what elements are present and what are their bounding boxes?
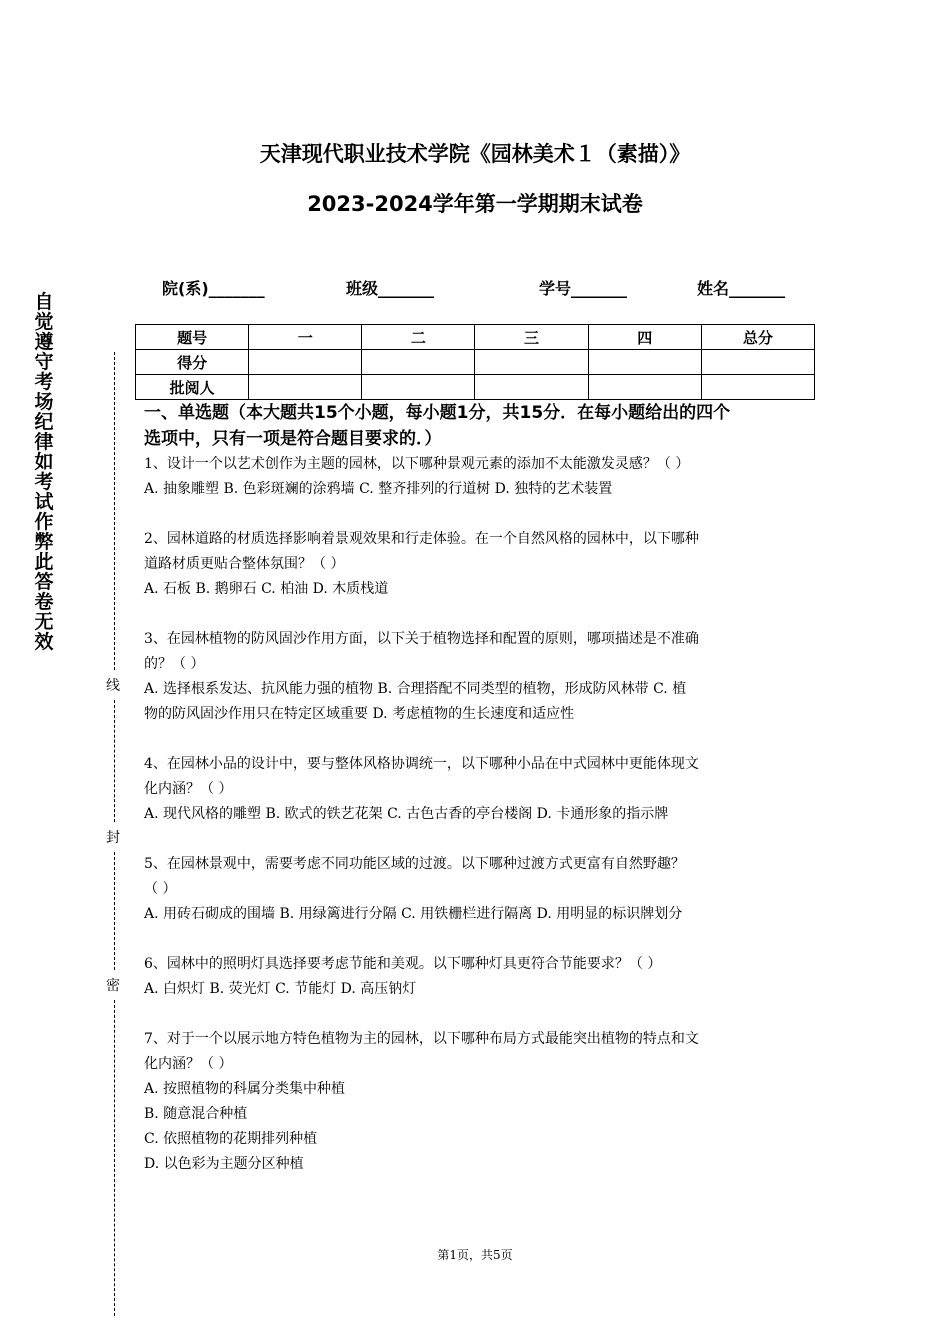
score-header-cell: 四 <box>588 325 701 350</box>
grader-row-label: 批阅人 <box>136 375 249 400</box>
grader-cell <box>701 375 814 400</box>
page-footer: 第1页，共5页 <box>437 1248 513 1262</box>
question-5-stem: （ ） <box>144 881 177 897</box>
question-4-stem: 4、在园林小品的设计中，要与整体风格协调统一，以下哪种小品在中式园林中更能体现文 <box>144 756 699 772</box>
exam-title-line1: 天津现代职业技术学院《园林美术１（素描）》 <box>259 142 691 166</box>
seal-dashed-line <box>114 852 115 970</box>
score-header-cell: 题号 <box>136 325 249 350</box>
score-table-header-row <box>136 325 815 350</box>
question-content <box>144 400 812 1177</box>
seal-dashed-line <box>114 700 115 822</box>
question-3-stem: 的？（ ） <box>144 656 205 672</box>
question-4-options: A. 现代风格的雕塑 B. 欧式的铁艺花架 C. 古色古香的亭台楼阁 D. 卡通形象的指示牌 <box>144 806 669 822</box>
question-3-options: A. 选择根系发达、抗风能力强的植物 B. 合理搭配不同类型的植物，形成防风林带 C. 植 <box>144 681 687 697</box>
grader-row <box>136 375 815 400</box>
score-row <box>136 350 815 375</box>
question-1-options: A. 抽象雕塑 B. 色彩斑斓的涂鸦墙 C. 整齐排列的行道树 D. 独特的艺术装置 <box>144 481 613 497</box>
score-header-cell: 总分 <box>701 325 814 350</box>
score-table <box>135 324 815 400</box>
question-7-stem: 化内涵？（ ） <box>144 1056 233 1072</box>
student-id-field: 学号_______ <box>539 279 628 298</box>
department-field: 院(系)_______ <box>162 279 265 298</box>
seal-dashed-line <box>114 352 115 670</box>
section-heading: 一、单选题（本大题共15个小题，每小题1分，共15分．在每小题给出的四个 <box>144 403 731 423</box>
score-cell <box>249 350 362 375</box>
question-4-stem: 化内涵？（ ） <box>144 781 233 797</box>
question-3-options: 物的防风固沙作用只在特定区域重要 D. 考虑植物的生长速度和适应性 <box>144 706 575 722</box>
grader-cell <box>475 375 588 400</box>
question-5-options: A. 用砖石砌成的围墙 B. 用绿篱进行分隔 C. 用铁栅栏进行隔离 D. 用明显的标识牌划分 <box>144 906 683 922</box>
grader-cell <box>249 375 362 400</box>
score-cell <box>475 350 588 375</box>
name-field: 姓名_______ <box>697 279 786 298</box>
question-2-options: A. 石板 B. 鹅卵石 C. 柏油 D. 木质栈道 <box>144 581 389 597</box>
score-header-cell: 二 <box>362 325 475 350</box>
seal-mark-feng: 封 <box>106 830 120 846</box>
score-cell <box>701 350 814 375</box>
score-header-cell: 三 <box>475 325 588 350</box>
score-cell <box>588 350 701 375</box>
score-header-cell: 一 <box>249 325 362 350</box>
question-2-stem: 2、园林道路的材质选择影响着景观效果和行走体验。在一个自然风格的园林中，以下哪种 <box>144 531 699 547</box>
question-7-option-d: D. 以色彩为主题分区种植 <box>144 1156 304 1172</box>
question-1-stem: 1、设计一个以艺术创作为主题的园林，以下哪种景观元素的添加不太能激发灵感？（ ） <box>144 456 690 472</box>
question-6-stem: 6、园林中的照明灯具选择要考虑节能和美观。以下哪种灯具更符合节能要求？（ ） <box>144 956 662 972</box>
question-2-stem: 道路材质更贴合整体氛围？（ ） <box>144 556 345 572</box>
grader-cell <box>588 375 701 400</box>
question-7-option-b: B. 随意混合种植 <box>144 1106 248 1122</box>
grader-cell <box>362 375 475 400</box>
question-5-stem: 5、在园林景观中，需要考虑不同功能区域的过渡。以下哪种过渡方式更富有自然野趣？ <box>144 856 685 872</box>
exam-title-line2: 2023-2024学年第一学期期末试卷 <box>307 192 643 216</box>
section-heading: 选项中，只有一项是符合题目要求的．） <box>144 429 442 449</box>
seal-dashed-line <box>114 1000 115 1316</box>
question-7-option-c: C. 依照植物的花期排列种植 <box>144 1131 318 1147</box>
question-3-stem: 3、在园林植物的防风固沙作用方面，以下关于植物选择和配置的原则，哪项描述是不准确 <box>144 631 699 647</box>
question-7-stem: 7、对于一个以展示地方特色植物为主的园林，以下哪种布局方式最能突出植物的特点和文 <box>144 1031 699 1047</box>
score-row-label: 得分 <box>136 350 249 375</box>
seal-mark-xian: 线 <box>106 678 120 694</box>
question-7-option-a: A. 按照植物的科属分类集中种植 <box>144 1081 346 1097</box>
seal-mark-mi: 密 <box>106 978 120 994</box>
class-field: 班级_______ <box>346 279 435 298</box>
exam-discipline-notice: 自觉遵守考场纪律如考试作弊此答卷无效 <box>34 291 54 653</box>
score-cell <box>362 350 475 375</box>
question-6-options: A. 白炽灯 B. 荧光灯 C. 节能灯 D. 高压钠灯 <box>144 981 417 997</box>
